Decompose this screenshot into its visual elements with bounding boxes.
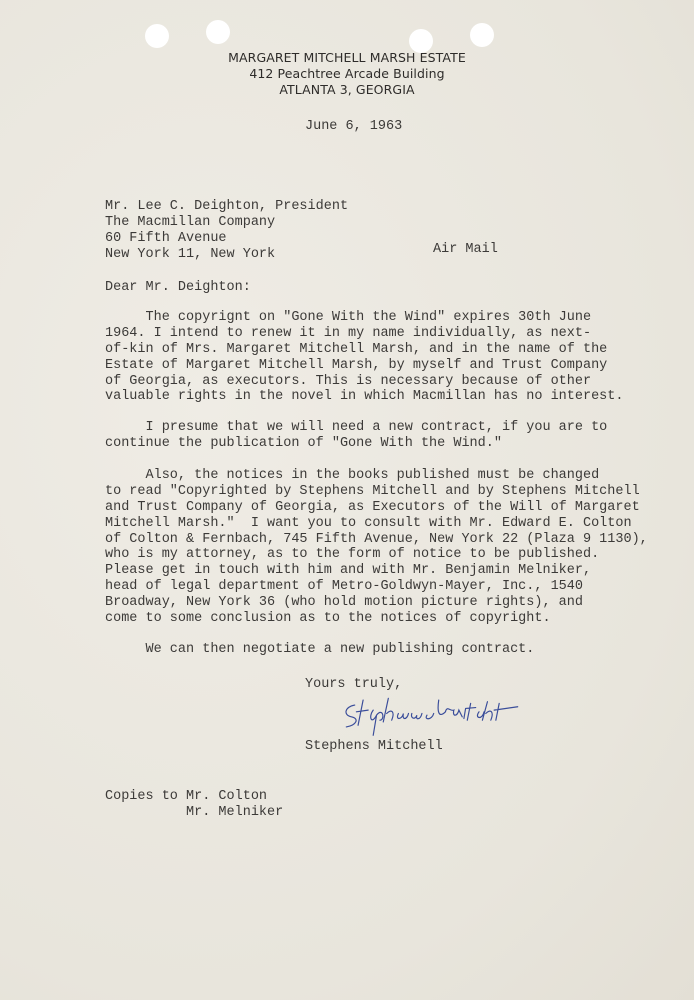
body-line: to read "Copyrighted by Stephens Mitchell and by Stephens Mitchell bbox=[105, 483, 640, 499]
body-line: The copyrignt on "Gone With the Wind" expires 30th June bbox=[105, 310, 592, 325]
body-line: of-kin of Mrs. Margaret Mitchell Marsh, and in the name of the bbox=[105, 341, 608, 357]
signatory-name: Stephens Mitchell bbox=[305, 739, 443, 754]
body-line: I presume that we will need a new contract, if you are to bbox=[105, 420, 608, 435]
body-line: Broadway, New York 36 (who hold motion picture rights), and bbox=[105, 595, 583, 611]
copies-list bbox=[105, 789, 283, 821]
punch-hole bbox=[470, 23, 494, 47]
body-line: Estate of Margaret Mitchell Marsh, by myself and Trust Company bbox=[105, 357, 608, 373]
paragraph-4: We can then negotiate a new publishing contract. bbox=[105, 642, 535, 657]
paragraph-2 bbox=[105, 420, 607, 452]
letter-date: June 6, 1963 bbox=[305, 119, 403, 134]
body-line: come to some conclusion as to the notices of copyright. bbox=[105, 611, 551, 627]
closing: Yours truly, bbox=[305, 677, 403, 692]
recipient-line: 60 Fifth Avenue bbox=[105, 230, 227, 246]
recipient-address bbox=[105, 199, 348, 263]
body-line: Also, the notices in the books published must be changed bbox=[105, 468, 600, 483]
handwritten-signature bbox=[322, 695, 542, 737]
body-line: 1964. I intend to renew it in my name individually, as next- bbox=[105, 325, 592, 341]
punch-hole bbox=[206, 20, 230, 44]
letterhead-city: ATLANTA 3, GEORGIA bbox=[279, 82, 415, 97]
copies-line: Copies to Mr. Colton bbox=[105, 789, 268, 804]
body-line: and Trust Company of Georgia, as Executors of the Will of Margaret bbox=[105, 499, 640, 515]
body-line: valuable rights in the novel in which Macmillan has no interest. bbox=[105, 389, 624, 405]
salutation: Dear Mr. Deighton: bbox=[105, 280, 251, 295]
body-line: Mitchell Marsh." I want you to consult with Mr. Edward E. Colton bbox=[105, 515, 632, 531]
letterhead-address: 412 Peachtree Arcade Building bbox=[249, 66, 445, 81]
body-line: head of legal department of Metro-Goldwyn-Mayer, Inc., 1540 bbox=[105, 579, 583, 595]
paragraph-3 bbox=[105, 468, 648, 627]
body-line: continue the publication of "Gone With the Wind." bbox=[105, 435, 502, 451]
body-line: Please get in touch with him and with Mr. Benjamin Melniker, bbox=[105, 563, 592, 579]
delivery-method: Air Mail bbox=[433, 242, 498, 257]
copies-line: Mr. Melniker bbox=[105, 804, 284, 820]
punch-hole bbox=[145, 24, 169, 48]
recipient-line: Mr. Lee C. Deighton, President bbox=[105, 199, 349, 214]
recipient-line: The Macmillan Company bbox=[105, 214, 276, 230]
body-line: who is my attorney, as to the form of notice to be published. bbox=[105, 547, 600, 563]
recipient-line: New York 11, New York bbox=[105, 246, 276, 262]
body-line: of Colton & Fernbach, 745 Fifth Avenue, New York 22 (Plaza 9 1130), bbox=[105, 531, 648, 547]
body-line: of Georgia, as executors. This is necessary because of other bbox=[105, 373, 592, 389]
paragraph-1 bbox=[105, 310, 623, 405]
letterhead-name: MARGARET MITCHELL MARSH ESTATE bbox=[228, 50, 466, 65]
